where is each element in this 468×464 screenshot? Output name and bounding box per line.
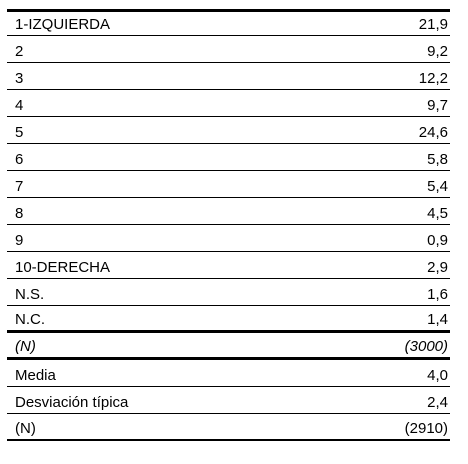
results-table bbox=[7, 9, 450, 441]
row-value: 4,5 bbox=[427, 205, 448, 222]
stat-value: 4,0 bbox=[427, 367, 448, 384]
row-value: 24,6 bbox=[418, 124, 448, 141]
table-row bbox=[7, 90, 450, 117]
stat-value: 2,4 bbox=[427, 394, 448, 411]
row-label: 1-IZQUIERDA bbox=[15, 16, 111, 33]
row-value: 9,2 bbox=[427, 43, 448, 60]
row-value: 12,2 bbox=[418, 70, 448, 87]
table-row bbox=[7, 36, 450, 63]
row-label: 9 bbox=[15, 232, 24, 249]
row-label: 7 bbox=[15, 178, 24, 195]
stat-label: Desviación típica bbox=[15, 394, 129, 411]
stat-label: Media bbox=[15, 367, 56, 384]
row-label: 8 bbox=[15, 205, 24, 222]
row-value: 0,9 bbox=[427, 232, 448, 249]
row-value: 9,7 bbox=[427, 97, 448, 114]
stats-row-std-dev bbox=[7, 387, 450, 414]
stat-label: (N) bbox=[15, 420, 36, 437]
table-row bbox=[7, 117, 450, 144]
table-row bbox=[7, 198, 450, 225]
table-row bbox=[7, 171, 450, 198]
row-label: 2 bbox=[15, 43, 24, 60]
total-value: (3000) bbox=[404, 338, 448, 355]
row-value: 5,8 bbox=[427, 151, 448, 168]
table-row bbox=[7, 279, 450, 306]
total-label: (N) bbox=[15, 338, 36, 355]
row-label: N.C. bbox=[15, 311, 45, 328]
row-label: 6 bbox=[15, 151, 24, 168]
row-label: 4 bbox=[15, 97, 24, 114]
row-label: 10-DERECHA bbox=[15, 259, 111, 276]
table-row bbox=[7, 252, 450, 279]
table-row bbox=[7, 225, 450, 252]
table-row bbox=[7, 9, 450, 36]
table-row bbox=[7, 63, 450, 90]
row-value: 21,9 bbox=[418, 16, 448, 33]
total-row bbox=[7, 333, 450, 360]
row-label: 3 bbox=[15, 70, 24, 87]
row-value: 5,4 bbox=[427, 178, 448, 195]
row-label: 5 bbox=[15, 124, 24, 141]
row-value: 1,4 bbox=[427, 311, 448, 328]
stats-row-n bbox=[7, 414, 450, 441]
row-label: N.S. bbox=[15, 286, 45, 303]
stats-row-mean bbox=[7, 360, 450, 387]
stat-value: (2910) bbox=[404, 420, 448, 437]
table-row bbox=[7, 144, 450, 171]
row-value: 2,9 bbox=[427, 259, 448, 276]
row-value: 1,6 bbox=[427, 286, 448, 303]
table-row bbox=[7, 306, 450, 333]
